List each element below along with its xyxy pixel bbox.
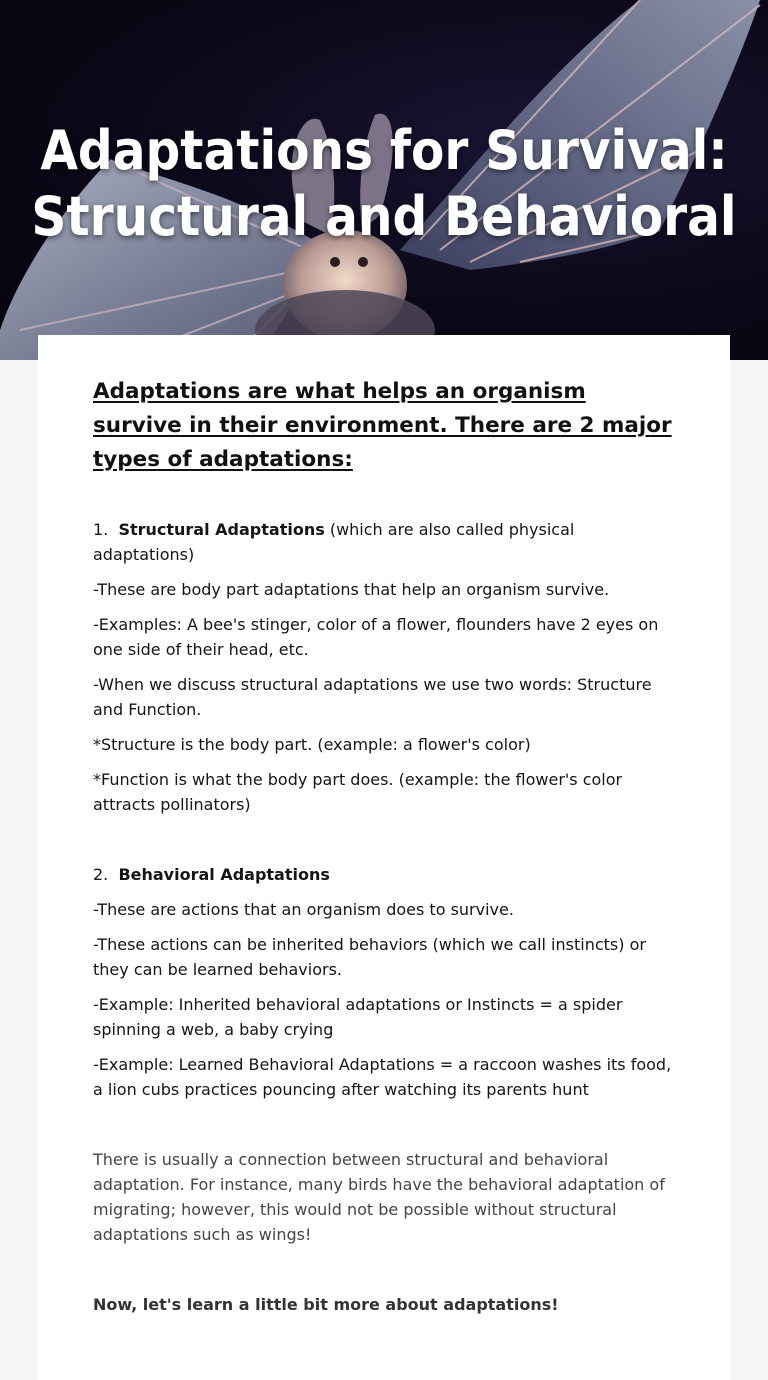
structural-line: -These are body part adaptations that help an organism survive. xyxy=(93,580,610,599)
content-card xyxy=(38,335,730,1380)
page-title xyxy=(0,118,768,250)
structural-line: *Function is what the body part does. (example: the flower's color attracts pollinators) xyxy=(93,770,623,814)
article-body xyxy=(93,375,678,1317)
structural-section xyxy=(93,517,678,817)
intro-heading: Adaptations are what helps an organism survive in their environment. There are 2 major types of adaptations: xyxy=(93,379,672,472)
behavioral-line: -These are actions that an organism does to survive. xyxy=(93,900,514,919)
structural-subtitle: (which are also called physical adaptations) xyxy=(93,520,575,564)
connection-paragraph: There is usually a connection between structural and behavioral adaptation. For instance, many birds have the behavioral adaptation of migrating; however, this would not be possible without structural adaptations such as wings! xyxy=(93,1150,665,1244)
header-banner xyxy=(0,0,768,360)
closing-statement: Now, let's learn a little bit more about adaptations! xyxy=(93,1295,559,1314)
structural-line: *Structure is the body part. (example: a flower's color) xyxy=(93,735,531,754)
structural-heading xyxy=(93,517,678,567)
structural-title: Structural Adaptations xyxy=(118,520,325,539)
structural-number: 1. xyxy=(93,520,109,539)
structural-line: -Examples: A bee's stinger, color of a flower, flounders have 2 eyes on one side of their head, etc. xyxy=(93,615,659,659)
behavioral-section xyxy=(93,862,678,1102)
title-line-2: Structural and Behavioral xyxy=(31,185,737,248)
behavioral-line: -These actions can be inherited behaviors (which we call instincts) or they can be learned behaviors. xyxy=(93,935,646,979)
title-line-1: Adaptations for Survival: xyxy=(40,119,728,182)
behavioral-number: 2. xyxy=(93,865,109,884)
behavioral-line: -Example: Learned Behavioral Adaptations = a raccoon washes its food, a lion cubs practices pouncing after watching its parents hunt xyxy=(93,1055,672,1099)
structural-line: -When we discuss structural adaptations we use two words: Structure and Function. xyxy=(93,675,652,719)
behavioral-heading xyxy=(93,862,678,887)
connection-section xyxy=(93,1147,678,1247)
behavioral-title: Behavioral Adaptations xyxy=(118,865,330,884)
behavioral-line: -Example: Inherited behavioral adaptations or Instincts = a spider spinning a web, a baby crying xyxy=(93,995,623,1039)
